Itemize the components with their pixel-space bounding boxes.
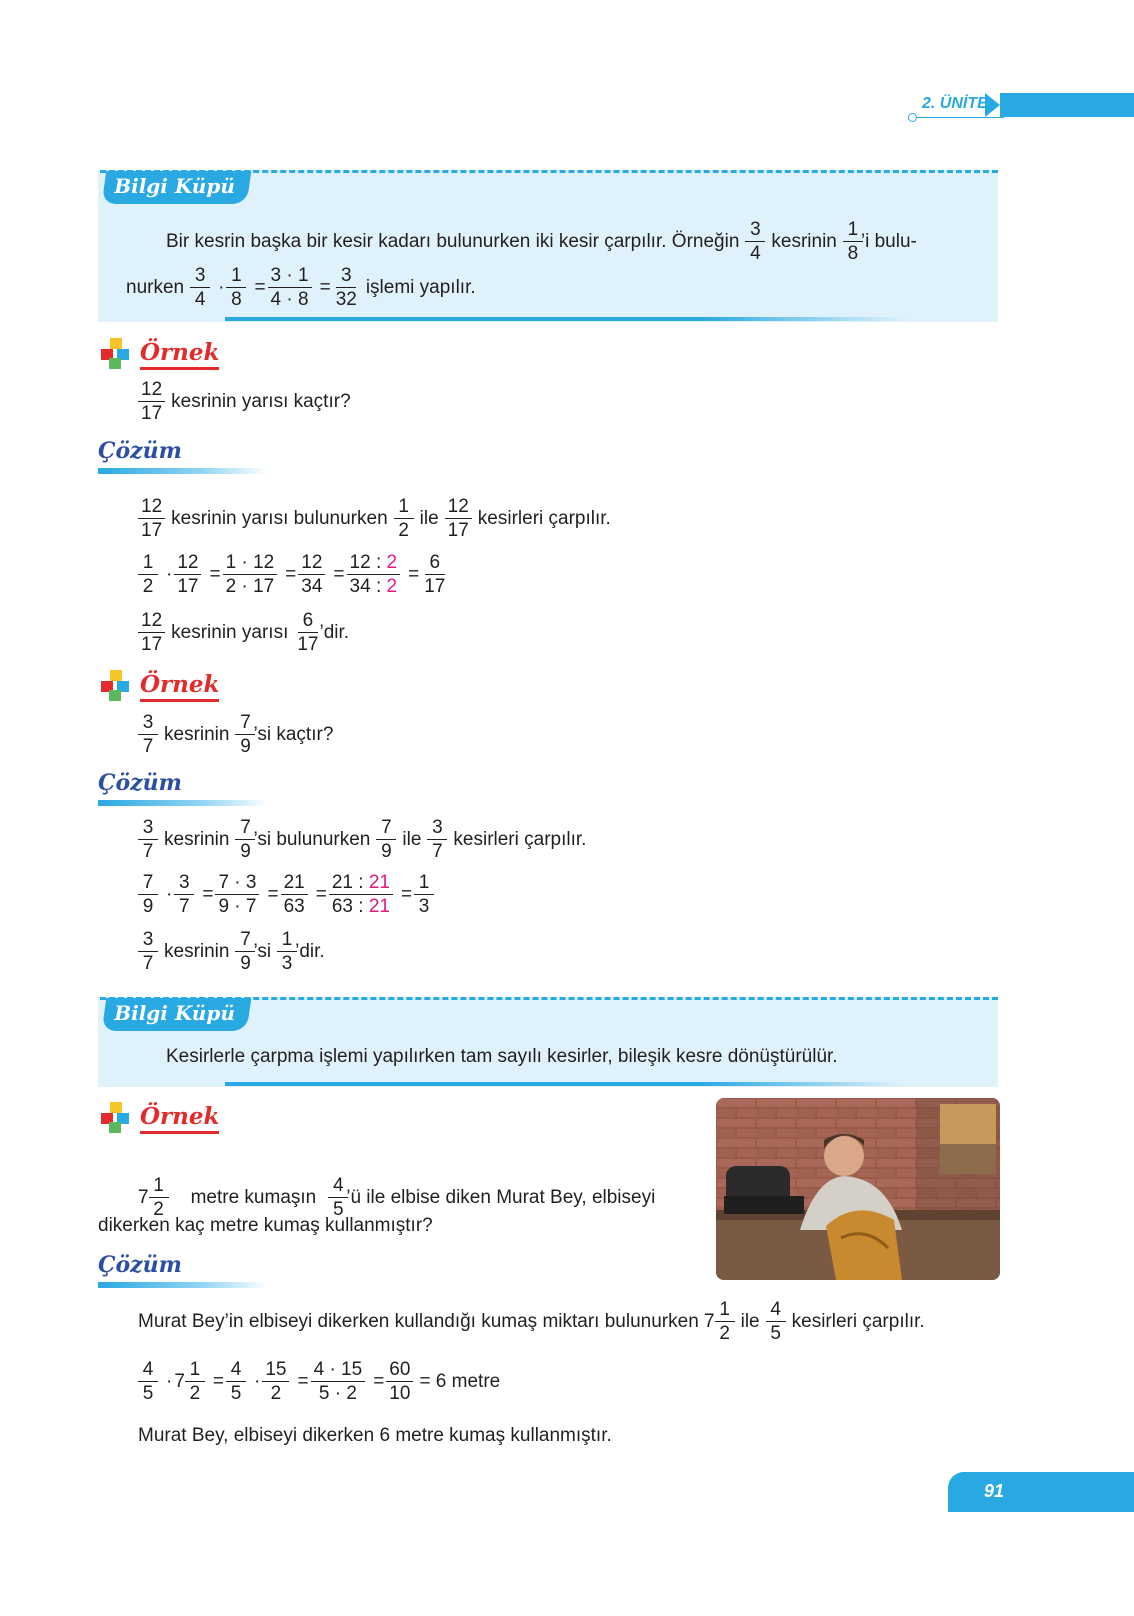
fraction: $\frac{4}{5}$ xyxy=(226,1360,246,1403)
fraction: $\frac{15}{2}$ xyxy=(262,1360,289,1403)
solution-2-result: $\frac{3}{7}$ kesrinin $\frac{7}{9}$ ’si $\frac{1}{3}$ ’dir. xyxy=(138,930,331,973)
unit-label: 2. ÜNİTE xyxy=(922,95,988,112)
fraction: $\frac{3}{7}$ xyxy=(174,873,194,916)
page-number: 91 xyxy=(984,1481,1005,1501)
fraction: $\frac{7}{9}$ xyxy=(138,873,158,916)
solution-1-calculation: $\frac{1}{2}$ · $\frac{12}{17}$ = $\frac{1 \cdot 12}{2 \cdot 17}$ = $\frac{12}{34}$ = $\frac{12 : 2}{34 : 2}$ = $\frac{6}{17}$ xyxy=(138,553,454,596)
fraction: $\frac{1 \cdot 12}{2 \cdot 17}$ xyxy=(223,553,278,596)
cubes-icon xyxy=(98,336,134,370)
solution-1-result: $\frac{12}{17}$ kesrinin yarısı $\frac{6}{17}$ ’dir. xyxy=(138,611,355,654)
fraction: $\frac{1}{2}$ xyxy=(138,553,158,596)
solution-1-line-1: $\frac{12}{17}$ kesrinin yarısı bulunurken $\frac{1}{2}$ ile $\frac{12}{17}$ kesirleri çarpılır. xyxy=(138,497,617,540)
info-box-2-title: Bilgi Küpü xyxy=(102,998,251,1031)
solution-1-heading: Çözüm xyxy=(98,438,182,464)
solution-3-line-1: Murat Bey’in elbiseyi dikerken kullandığı kumaş miktarı bulunurken 7 $\frac{1}{2}$ ile $\frac{4}{5}$ kesirleri çarpılır. xyxy=(138,1299,925,1344)
fraction: $\frac{4}{5}$ xyxy=(138,1360,158,1403)
fraction: $\frac{7 \cdot 3}{9 \cdot 7}$ xyxy=(215,873,259,916)
info-box-1-underline xyxy=(225,317,905,321)
example-2-heading: Örnek xyxy=(98,668,219,702)
fraction: $\frac{7}{9}$ xyxy=(235,713,255,756)
fraction: $\frac{6}{17}$ xyxy=(297,610,319,655)
fraction: $\frac{4 \cdot 15}{5 \cdot 2}$ xyxy=(311,1360,366,1403)
page-number-tab xyxy=(948,1472,1134,1512)
cubes-icon xyxy=(98,668,134,702)
sewing-scene-image xyxy=(716,1098,1000,1280)
fraction: $\frac{3 \cdot 1}{4 \cdot 8}$ xyxy=(268,266,312,309)
info-box-1-line-1: Bir kesrin başka bir kesir kadarı bulunurken iki kesir çarpılır. Örneğin $\frac{3}{4}$ kesrinin $\frac{1}{8}$ ’i bulu- xyxy=(166,219,917,264)
fraction: $\frac{12}{17}$ xyxy=(138,380,165,423)
fraction: $\frac{12}{17}$ xyxy=(138,497,165,540)
fraction: $\frac{3}{4}$ xyxy=(745,220,765,263)
fraction: $\frac{6}{17}$ xyxy=(424,552,446,597)
solution-2-bar xyxy=(98,800,268,806)
fraction: $\frac{3}{7}$ xyxy=(138,713,158,756)
fraction: $\frac{7}{9}$ xyxy=(235,930,255,973)
example-3-question-line-2: dikerken kaç metre kumaş kullanmıştır? xyxy=(98,1215,433,1236)
solution-2-line-1: $\frac{3}{7}$ kesrinin $\frac{7}{9}$ ’si bulunurken $\frac{7}{9}$ ile $\frac{3}{7}$ kesirleri çarpılır. xyxy=(138,818,592,861)
example-2-question: $\frac{3}{7}$ kesrinin $\frac{7}{9}$ ’si kaçtır? xyxy=(138,713,339,756)
example-3-heading: Örnek xyxy=(98,1100,219,1134)
example-1-question: $\frac{12}{17}$ kesrinin yarısı kaçtır? xyxy=(138,380,357,423)
fraction: $\frac{1}{3}$ xyxy=(414,873,434,916)
fraction: $\frac{3}{32}$ xyxy=(335,265,357,310)
solution-3-calculation: $\frac{4}{5}$ · 7 $\frac{1}{2}$ = $\frac{4}{5}$ · $\frac{15}{2}$ = $\frac{4 \cdot 15}{5 \cdot 2}$ = $\frac{60}{10}$ = 6 metre xyxy=(138,1360,506,1403)
fraction: $\frac{1}{8}$ xyxy=(843,220,863,263)
info-box-1-title: Bilgi Küpü xyxy=(102,171,251,204)
fraction: $\frac{3}{4}$ xyxy=(190,266,210,309)
fraction: $\frac{1}{8}$ xyxy=(226,266,246,309)
header-bar xyxy=(1000,93,1134,117)
fraction: $\frac{3}{7}$ xyxy=(138,930,158,973)
solution-1-bar xyxy=(98,468,268,474)
fraction: $\frac{7}{9}$ xyxy=(235,818,255,861)
header-dot xyxy=(908,113,917,122)
solution-3-answer: Murat Bey, elbiseyi dikerken 6 metre kumaş kullanmıştır. xyxy=(138,1425,612,1446)
solution-3-heading: Çözüm xyxy=(98,1252,182,1278)
info-box-2-underline xyxy=(225,1082,905,1086)
fraction: $\frac{12}{17}$ xyxy=(445,497,472,540)
info-box-2-text: Kesirlerle çarpma işlemi yapılırken tam sayılı kesirler, bileşik kesre dönüştürülür. xyxy=(166,1046,838,1067)
fraction: $\frac{21 : 21}{63 : 21}$ xyxy=(329,873,393,916)
fraction: $\frac{1}{2}$ xyxy=(185,1360,205,1403)
solution-3-bar xyxy=(98,1282,268,1288)
fraction: $\frac{12}{34}$ xyxy=(298,553,325,596)
fraction: $\frac{7}{9}$ xyxy=(376,818,396,861)
fraction: $\frac{12 : 2}{34 : 2}$ xyxy=(347,553,401,596)
header-underline xyxy=(914,117,1004,118)
example-1-heading: Örnek xyxy=(98,336,219,370)
fraction: $\frac{1}{2}$ xyxy=(394,497,414,540)
fraction: $\frac{4}{5}$ xyxy=(766,1300,786,1343)
solution-2-heading: Çözüm xyxy=(98,770,182,796)
fraction: $\frac{12}{17}$ xyxy=(174,553,201,596)
fraction: $\frac{4}{5}$ xyxy=(328,1176,348,1219)
example-3-question-line-1: 7 $\frac{1}{2}$ metre kumaşın $\frac{4}{5}$ ’ü ile elbise diken Murat Bey, elbiseyi xyxy=(138,1175,656,1220)
fraction: $\frac{60}{10}$ xyxy=(386,1360,413,1403)
fraction: $\frac{1}{2}$ xyxy=(149,1176,169,1219)
fraction: $\frac{1}{3}$ xyxy=(277,930,297,973)
fraction: $\frac{3}{7}$ xyxy=(138,818,158,861)
fraction: $\frac{12}{17}$ xyxy=(138,611,165,654)
info-box-1-line-2: nurken $\frac{3}{4}$ · $\frac{1}{8}$ = $\frac{3 \cdot 1}{4 \cdot 8}$ = $\frac{3}{32}$ işlemi yapılır. xyxy=(126,265,476,310)
fraction: $\frac{3}{7}$ xyxy=(427,818,447,861)
fraction: $\frac{1}{2}$ xyxy=(715,1300,735,1343)
tailor-photo xyxy=(716,1098,1000,1280)
fraction: $\frac{21}{63}$ xyxy=(281,873,308,916)
solution-2-calculation: $\frac{7}{9}$ · $\frac{3}{7}$ = $\frac{7 \cdot 3}{9 \cdot 7}$ = $\frac{21}{63}$ = $\frac{21 : 21}{63 : 21}$ = $\frac{1}{3}$ xyxy=(138,873,440,916)
cubes-icon xyxy=(98,1100,134,1134)
